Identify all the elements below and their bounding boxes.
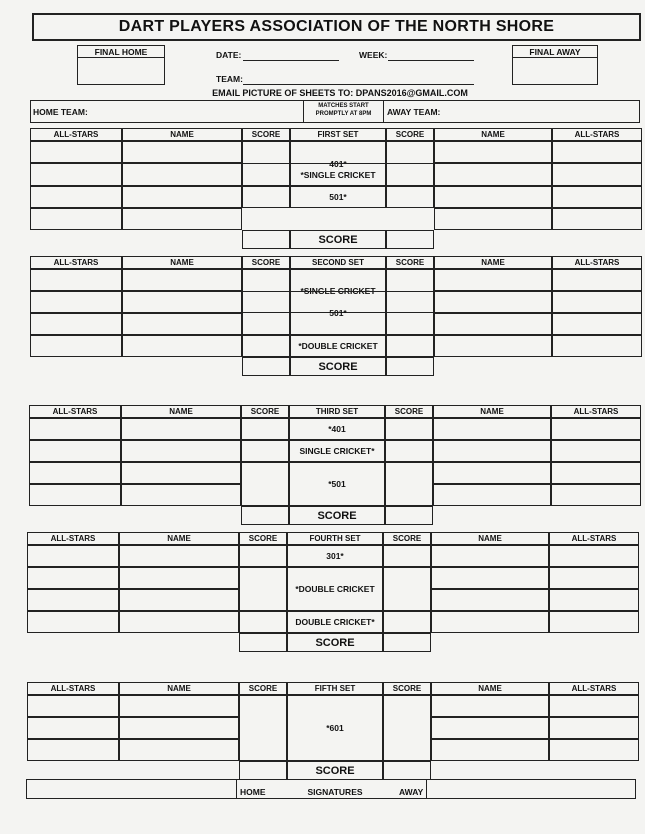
set-3-header-all-stars: ALL-STARS xyxy=(573,407,619,416)
set-4-away-name-row-4[interactable] xyxy=(431,611,549,633)
set-2-away-score-game-2[interactable] xyxy=(386,291,434,335)
set-1-away-allstar-row-3[interactable] xyxy=(552,186,642,208)
set-1-home-allstar-row-3[interactable] xyxy=(30,186,122,208)
set-5-header-score: SCORE xyxy=(248,684,278,693)
set-1-home-allstar-row-4[interactable] xyxy=(30,208,122,230)
set-5-away-allstar-row-1[interactable] xyxy=(549,695,639,717)
set-4-game-3-label: DOUBLE CRICKET* xyxy=(295,617,375,627)
set-3-title: THIRD SET xyxy=(315,407,359,416)
set-2-home-total[interactable] xyxy=(242,357,290,376)
set-2-header-all-stars: ALL-STARS xyxy=(574,258,620,267)
set-5-home-allstar-row-1[interactable] xyxy=(27,695,119,717)
set-1-title: FIRST SET xyxy=(317,130,359,139)
set-1-away-score-game-2[interactable] xyxy=(386,163,434,186)
set-2-game-1-label: *SINGLE CRICKET xyxy=(300,286,376,296)
set-2-header-name: NAME xyxy=(481,258,505,267)
set-2-home-score-game-3[interactable] xyxy=(242,335,290,357)
set-3-away-score-game-1[interactable] xyxy=(385,418,433,440)
week-field[interactable] xyxy=(388,48,474,61)
set-2-header-score: SCORE xyxy=(251,258,281,267)
set-5-away-total[interactable] xyxy=(383,761,431,780)
set-2-header-name: NAME xyxy=(170,258,194,267)
set-4-header-score: SCORE xyxy=(248,534,278,543)
set-4-home-name-row-2[interactable] xyxy=(119,567,239,589)
set-2-away-name-row-1[interactable] xyxy=(434,269,552,291)
home-signature-label: HOME xyxy=(240,787,266,797)
set-5-away-score-game-1[interactable] xyxy=(383,695,431,761)
set-3-away-allstar-row-2[interactable] xyxy=(551,440,641,462)
set-4-score-label: SCORE xyxy=(315,636,355,649)
set-4-header-name: NAME xyxy=(478,534,502,543)
set-4-home-score-game-1[interactable] xyxy=(239,545,287,567)
set-5-header-name: NAME xyxy=(167,684,191,693)
set-1-header-name: NAME xyxy=(481,130,505,139)
set-4-game-2-label: *DOUBLE CRICKET xyxy=(295,584,375,594)
set-3-away-name-row-4[interactable] xyxy=(433,484,551,506)
set-4-away-total[interactable] xyxy=(383,633,431,652)
set-2-game-2-label: 501* xyxy=(329,308,347,318)
set-1-game-2-label: *SINGLE CRICKET xyxy=(300,169,376,180)
set-5-home-allstar-row-2[interactable] xyxy=(27,717,119,739)
set-5-header-all-stars: ALL-STARS xyxy=(50,684,96,693)
set-2-away-score-game-3[interactable] xyxy=(386,335,434,357)
final-away-label: FINAL AWAY xyxy=(529,47,581,57)
set-3-home-score-game-2[interactable] xyxy=(241,440,289,462)
set-2-away-name-row-4[interactable] xyxy=(434,335,552,357)
set-1-away-allstar-row-1[interactable] xyxy=(552,141,642,163)
date-label: DATE: xyxy=(216,50,242,60)
home-team-label: HOME TEAM: xyxy=(33,107,88,117)
set-2-home-allstar-row-1[interactable] xyxy=(30,269,122,291)
set-4-away-allstar-row-1[interactable] xyxy=(549,545,639,567)
set-3-away-name-row-3[interactable] xyxy=(433,462,551,484)
set-5-score-label: SCORE xyxy=(315,764,355,777)
set-1-away-allstar-row-4[interactable] xyxy=(552,208,642,230)
set-3-home-allstar-row-2[interactable] xyxy=(29,440,121,462)
form-title: DART PLAYERS ASSOCIATION OF THE NORTH SHORE xyxy=(32,13,641,41)
set-3-game-2-label: SINGLE CRICKET* xyxy=(299,446,375,456)
set-4-header-score: SCORE xyxy=(392,534,422,543)
set-2-away-allstar-row-2[interactable] xyxy=(552,291,642,313)
set-4-home-name-row-4[interactable] xyxy=(119,611,239,633)
set-5-header-name: NAME xyxy=(478,684,502,693)
final-home-divider xyxy=(77,45,165,58)
set-4-home-allstar-row-3[interactable] xyxy=(27,589,119,611)
set-2-game-3-label: *DOUBLE CRICKET xyxy=(298,341,378,351)
set-4-home-allstar-row-2[interactable] xyxy=(27,567,119,589)
set-2-home-score-game-2[interactable] xyxy=(242,291,290,335)
set-4-away-allstar-row-2[interactable] xyxy=(549,567,639,589)
set-5-home-allstar-row-3[interactable] xyxy=(27,739,119,761)
set-2-home-allstar-row-2[interactable] xyxy=(30,291,122,313)
set-3-home-allstar-row-4[interactable] xyxy=(29,484,121,506)
set-3-home-score-game-1[interactable] xyxy=(241,418,289,440)
matches-note-1: MATCHES START xyxy=(318,103,369,109)
set-2-home-name-row-2[interactable] xyxy=(122,291,242,313)
set-1-away-total[interactable] xyxy=(386,230,434,249)
set-3-home-total[interactable] xyxy=(241,506,289,525)
set-2-away-allstar-row-3[interactable] xyxy=(552,313,642,335)
set-4-away-allstar-row-3[interactable] xyxy=(549,589,639,611)
home-team-field[interactable] xyxy=(90,104,300,116)
set-1-away-name-row-3[interactable] xyxy=(434,186,552,208)
signatures-label: SIGNATURES xyxy=(307,787,363,797)
set-2-score-label: SCORE xyxy=(318,360,358,373)
set-1-game-3-label: 501* xyxy=(329,192,347,202)
team-label: TEAM: xyxy=(216,74,243,84)
set-3-away-score-game-2[interactable] xyxy=(385,440,433,462)
set-2-away-name-row-3[interactable] xyxy=(434,313,552,335)
set-1-home-score-game-3[interactable] xyxy=(242,186,290,208)
away-signature-label: AWAY xyxy=(399,787,424,797)
set-3-home-allstar-row-1[interactable] xyxy=(29,418,121,440)
set-5-away-allstar-row-2[interactable] xyxy=(549,717,639,739)
set-1-home-name-row-2[interactable] xyxy=(122,163,242,186)
set-3-home-allstar-row-3[interactable] xyxy=(29,462,121,484)
set-4-away-score-game-1[interactable] xyxy=(383,545,431,567)
week-label: WEEK: xyxy=(359,50,388,60)
set-1-away-name-row-1[interactable] xyxy=(434,141,552,163)
set-3-home-name-row-2[interactable] xyxy=(121,440,241,462)
set-5-away-name-row-1[interactable] xyxy=(431,695,549,717)
set-1-home-allstar-row-1[interactable] xyxy=(30,141,122,163)
set-1-home-allstar-row-2[interactable] xyxy=(30,163,122,186)
set-4-away-score-game-3[interactable] xyxy=(383,611,431,633)
set-5-home-score-game-1[interactable] xyxy=(239,695,287,761)
set-4-header-name: NAME xyxy=(167,534,191,543)
set-1-header-all-stars: ALL-STARS xyxy=(53,130,99,139)
set-4-home-allstar-row-4[interactable] xyxy=(27,611,119,633)
set-3-away-allstar-row-3[interactable] xyxy=(551,462,641,484)
set-3-away-name-row-2[interactable] xyxy=(433,440,551,462)
set-4-header-all-stars: ALL-STARS xyxy=(50,534,96,543)
set-3-score-label: SCORE xyxy=(317,509,357,522)
set-5-home-total[interactable] xyxy=(239,761,287,780)
set-5-home-name-row-2[interactable] xyxy=(119,717,239,739)
set-3-home-name-row-3[interactable] xyxy=(121,462,241,484)
set-1-home-name-row-4[interactable] xyxy=(122,208,242,230)
set-3-header-score: SCORE xyxy=(250,407,280,416)
set-4-home-total[interactable] xyxy=(239,633,287,652)
set-2-home-allstar-row-3[interactable] xyxy=(30,313,122,335)
set-5-away-name-row-2[interactable] xyxy=(431,717,549,739)
set-4-home-name-row-3[interactable] xyxy=(119,589,239,611)
set-4-away-name-row-2[interactable] xyxy=(431,567,549,589)
set-5-game-1-label: *601 xyxy=(326,723,344,733)
email-line: EMAIL PICTURE OF SHEETS TO: DPANS2016@GMAIL.COM xyxy=(212,88,468,98)
matches-note-2: PROMPTLY AT 8PM xyxy=(315,111,372,117)
date-field[interactable] xyxy=(243,48,339,61)
set-2-title: SECOND SET xyxy=(311,258,364,267)
set-1-home-name-row-1[interactable] xyxy=(122,141,242,163)
set-3-header-name: NAME xyxy=(480,407,504,416)
set-5-title: FIFTH SET xyxy=(314,684,356,693)
final-away-divider xyxy=(512,45,598,58)
set-3-away-allstar-row-1[interactable] xyxy=(551,418,641,440)
set-4-away-name-row-3[interactable] xyxy=(431,589,549,611)
set-3-away-allstar-row-4[interactable] xyxy=(551,484,641,506)
set-1-away-score-game-3[interactable] xyxy=(386,186,434,208)
set-1-game-1-label: 401* xyxy=(329,158,347,169)
set-4-away-name-row-1[interactable] xyxy=(431,545,549,567)
set-2-home-name-row-1[interactable] xyxy=(122,269,242,291)
set-2-away-allstar-row-4[interactable] xyxy=(552,335,642,357)
set-1-home-total[interactable] xyxy=(242,230,290,249)
team-field[interactable] xyxy=(243,72,474,85)
set-4-away-allstar-row-4[interactable] xyxy=(549,611,639,633)
set-2-home-allstar-row-4[interactable] xyxy=(30,335,122,357)
set-5-header-all-stars: ALL-STARS xyxy=(571,684,617,693)
set-4-away-score-game-2[interactable] xyxy=(383,567,431,611)
set-1-header-score: SCORE xyxy=(251,130,281,139)
set-1-home-name-row-3[interactable] xyxy=(122,186,242,208)
set-4-home-score-game-3[interactable] xyxy=(239,611,287,633)
set-3-header-score: SCORE xyxy=(394,407,424,416)
set-2-header-score: SCORE xyxy=(395,258,425,267)
set-2-header-all-stars: ALL-STARS xyxy=(53,258,99,267)
set-3-game-3-label: *501 xyxy=(328,479,346,489)
set-1-header-name: NAME xyxy=(170,130,194,139)
set-2-away-allstar-row-1[interactable] xyxy=(552,269,642,291)
set-3-home-name-row-1[interactable] xyxy=(121,418,241,440)
set-5-away-name-row-3[interactable] xyxy=(431,739,549,761)
set-5-header-score: SCORE xyxy=(392,684,422,693)
set-1-away-name-row-2[interactable] xyxy=(434,163,552,186)
set-4-home-score-game-2[interactable] xyxy=(239,567,287,611)
set-1-away-name-row-4[interactable] xyxy=(434,208,552,230)
set-3-away-total[interactable] xyxy=(385,506,433,525)
set-1-score-label: SCORE xyxy=(318,233,358,246)
set-3-header-all-stars: ALL-STARS xyxy=(52,407,98,416)
set-2-home-name-row-3[interactable] xyxy=(122,313,242,335)
set-4-game-1-label: 301* xyxy=(326,551,344,561)
set-1-away-allstar-row-2[interactable] xyxy=(552,163,642,186)
set-4-home-allstar-row-1[interactable] xyxy=(27,545,119,567)
set-1-home-score-game-2[interactable] xyxy=(242,163,290,186)
set-3-away-name-row-1[interactable] xyxy=(433,418,551,440)
set-3-header-name: NAME xyxy=(169,407,193,416)
away-team-label: AWAY TEAM: xyxy=(387,107,441,117)
set-3-home-score-game-3[interactable] xyxy=(241,462,289,506)
set-3-home-name-row-4[interactable] xyxy=(121,484,241,506)
set-3-away-score-game-3[interactable] xyxy=(385,462,433,506)
set-2-home-name-row-4[interactable] xyxy=(122,335,242,357)
final-home-label: FINAL HOME xyxy=(94,47,148,57)
set-4-title: FOURTH SET xyxy=(309,534,361,543)
set-3-game-1-label: *401 xyxy=(328,424,346,434)
set-1-header-all-stars: ALL-STARS xyxy=(574,130,620,139)
set-4-home-name-row-1[interactable] xyxy=(119,545,239,567)
set-5-away-allstar-row-3[interactable] xyxy=(549,739,639,761)
set-2-away-total[interactable] xyxy=(386,357,434,376)
set-5-home-name-row-3[interactable] xyxy=(119,739,239,761)
set-5-home-name-row-1[interactable] xyxy=(119,695,239,717)
set-4-header-all-stars: ALL-STARS xyxy=(571,534,617,543)
set-1-header-score: SCORE xyxy=(395,130,425,139)
set-2-away-name-row-2[interactable] xyxy=(434,291,552,313)
